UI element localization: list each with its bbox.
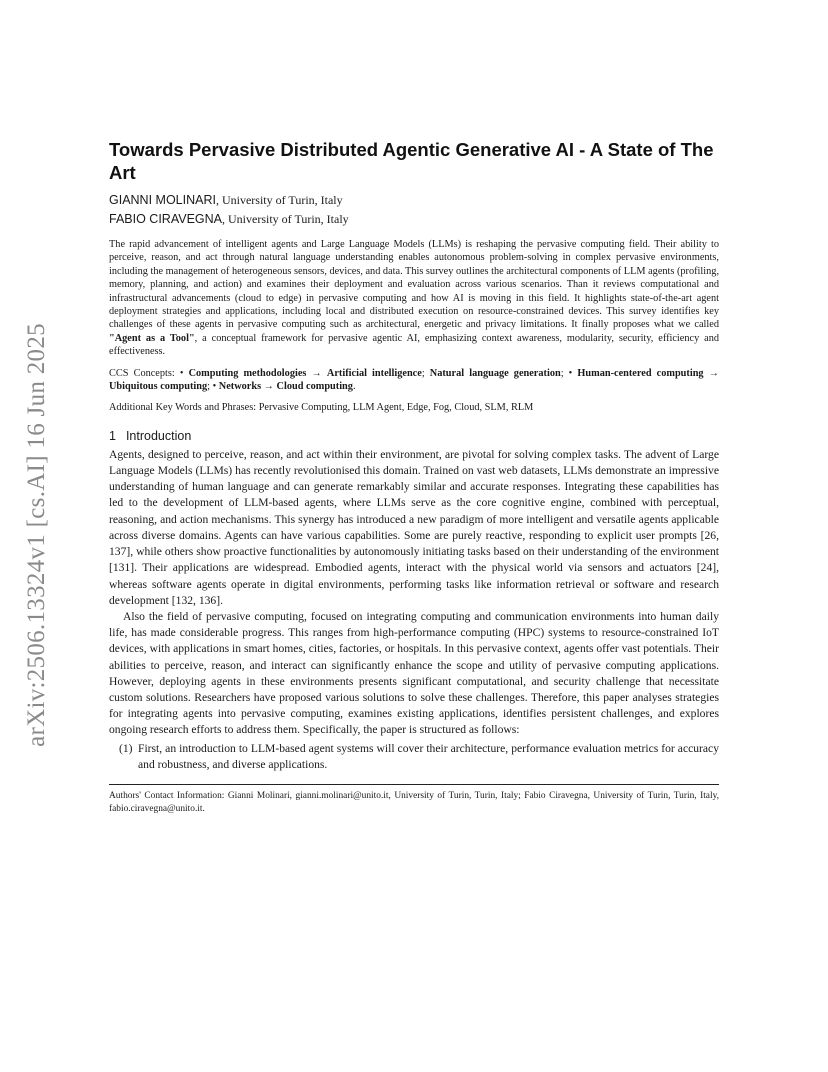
- ccs-arrow: →: [708, 367, 719, 379]
- author-name: FABIO CIRAVEGNA: [109, 212, 222, 226]
- ccs-bullet: •: [179, 367, 184, 379]
- author-line: [109, 210, 719, 229]
- ccs-label: CCS Concepts:: [109, 367, 180, 379]
- ccs-concept: Computing methodologies: [188, 367, 307, 379]
- author-name: GIANNI MOLINARI: [109, 193, 216, 207]
- numbered-list: [109, 741, 719, 773]
- ccs-bullet: •: [212, 381, 217, 393]
- body-paragraph: Agents, designed to perceive, reason, and act within their environment, are pivotal for solving complex tasks. The advent of Large Language Models (LLMs) has recently revolutionised this domain. Trained on vast web datasets, LLMs demonstrate an impressive understanding of human language and can generate remarkably similar and accurate responses. Integrating these capabilities has led to the development of LLM-based agents, where LLMs serve as the core cognitive engine, combined with perceptual, reasoning, and action mechanisms. This synergy has introduced a new paradigm of more intelligent and versatile agents applicable across diverse domains. Agents can have various capabilities. Some are purely reactive, responding to explicit user prompts [26, 137], while others show proactive functionalities by autonomously initiating tasks based on their understanding of the environment [131]. Their applications are widespread. Embodied agents, interact with the physical world via sensors and actuators [24], whereas software agents operate in digital environments, performing tasks like information retrieval or software and research development [132, 136].: [109, 447, 719, 607]
- ccs-concept: Networks: [218, 381, 262, 393]
- ccs-separator: ;: [207, 381, 213, 393]
- arxiv-stamp: [22, 305, 52, 765]
- list-item-text: First, an introduction to LLM-based agent systems will cover their architecture, performance evaluation metrics for accuracy and robustness, and diverse applications.: [138, 741, 719, 771]
- ccs-concept: Ubiquitous computing: [109, 381, 208, 393]
- section-title: Introduction: [125, 428, 192, 443]
- keywords: Additional Key Words and Phrases: Pervasive Computing, LLM Agent, Edge, Fog, Cloud, SLM, RLM: [109, 402, 534, 414]
- ccs-end: .: [352, 381, 356, 393]
- author-affiliation: , University of Turin, Italy: [215, 193, 343, 207]
- ccs-separator: ;: [421, 367, 430, 379]
- list-item: [119, 741, 719, 773]
- section-number: 1: [109, 428, 116, 443]
- author-affiliation: , University of Turin, Italy: [222, 212, 349, 226]
- arxiv-identifier: arXiv:2506.13324v1 [cs.AI] 16 Jun 2025: [23, 323, 50, 747]
- ccs-concept: Cloud computing: [276, 381, 353, 393]
- footnote: Authors' Contact Information: Gianni Molinari, gianni.molinari@unito.it, University of Turin, Turin, Italy; Fabio Ciravegna, University of Turin, Turin, Italy, fabio.ciravegna@unito.it.: [109, 790, 719, 814]
- ccs-arrow: →: [263, 381, 274, 393]
- footnote-divider: [109, 784, 719, 785]
- abstract-text: The rapid advancement of intelligent agents and Large Language Models (LLMs) is reshaping the pervasive computing field. Their ability to perceive, reason, and act through natural language understanding enables autonomous problem-solving in complex pervasive environments, including the management of heterogeneous sensors, devices, and data. This survey outlines the architectural components of LLM agents (profiling, memory, planning, and action) and examines their deployment and evaluation across various scenarios. Than it reviews computational and infrastructural advancements (cloud to edge) in pervasive computing and how AI is moving in this field. It highlights state-of-the-art agent deployment strategies and applications, including local and distributed execution on resource-constrained devices. This survey identifies key challenges of these agents in pervasive computing such as architectural, energetic and privacy limitations. It finally proposes what we called: [109, 239, 720, 331]
- ccs-concepts: [109, 367, 719, 394]
- abstract: [109, 238, 719, 359]
- ccs-concept: Human-centered computing: [577, 367, 704, 379]
- paper-page: [109, 138, 719, 816]
- paper-title: Towards Pervasive Distributed Agentic Generative AI - A State of The Art: [109, 139, 714, 183]
- list-marker: (1): [119, 741, 133, 755]
- ccs-separator: ;: [560, 367, 569, 379]
- section-heading: [109, 429, 719, 443]
- author-block: [109, 191, 719, 229]
- ccs-bullet: •: [568, 367, 573, 379]
- author-line: [109, 191, 719, 210]
- ccs-concept: Artificial intelligence: [326, 367, 422, 379]
- abstract-text-end: , a conceptual framework for pervasive agentic AI, emphasizing context awareness, modularity, security, efficiency and effectiveness.: [109, 332, 720, 358]
- ccs-concept: Natural language generation: [429, 367, 561, 379]
- body-paragraph: Also the field of pervasive computing, focused on integrating computing and communication environments into human daily life, has made considerable progress. This ranges from high-performance computing (HPC) systems to resource-constrained IoT devices, with applications in smart homes, cities, factories, or hospitals. In this pervasive context, agents offer vast potentials. Their abilities to perceive, reason, and interact can significantly enhance the scope and utility of pervasive computing applications. However, deploying agents in these environments presents significant computational, and security challenge that necessitate custom solutions. Researchers have proposed various solutions to solve these challenges. Therefore, this paper analyses strategies for integrating agents into pervasive computing, examines existing applications, identifies persistent challenges, and explores ongoing research efforts to address them. Specifically, the paper is structured as follows:: [109, 609, 719, 737]
- ccs-arrow: →: [311, 367, 322, 379]
- abstract-emphasis: "Agent as a Tool": [109, 332, 195, 344]
